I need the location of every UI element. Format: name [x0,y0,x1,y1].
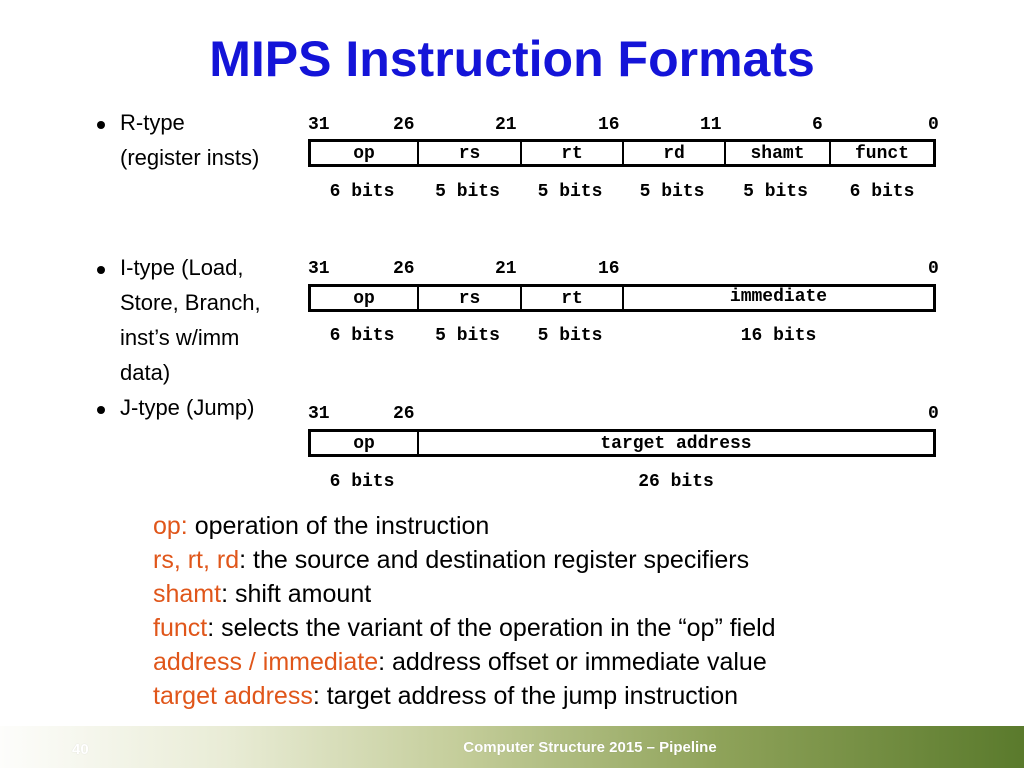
definition-text: : selects the variant of the operation in the “op” field [207,614,776,642]
field-immediate: immediate [729,287,828,307]
page-number: 40 [72,741,89,758]
field-rs: rs [419,142,522,164]
jtype-desc-line: J-type (Jump) [120,395,255,420]
bit-number: 0 [928,259,939,279]
field-rt: rt [522,142,624,164]
definition-line [153,509,776,543]
bit-number: 31 [308,404,330,424]
itype-desc-line: I-type (Load, [120,255,244,280]
rtype-format-box [308,139,936,167]
slide-title: MIPS Instruction Formats [209,31,815,87]
field-size: 5 bits [639,182,705,202]
bit-number: 0 [928,115,939,135]
definition-term: address / immediate [153,648,379,676]
field-size: 6 bits [329,182,395,202]
field-rt: rt [522,287,624,309]
footer-title: Computer Structure 2015 – Pipeline [463,739,717,756]
rtype-desc-line: R-type [120,110,185,135]
definition-text: : target address of the jump instruction [312,682,739,710]
bit-number: 0 [928,404,939,424]
definition-term: shamt [153,580,222,608]
definition-text: : shift amount [221,580,372,608]
field-size: 5 bits [435,182,500,202]
bit-number: 16 [598,259,620,279]
jtype-field-sizes [308,472,936,492]
bit-number: 6 [812,115,823,135]
definition-term: rs, rt, rd [153,546,240,574]
definition-text: : address offset or immediate value [378,648,767,676]
field-size: 26 bits [638,472,714,492]
definition-line [153,679,776,713]
definition-line [153,645,776,679]
itype-format-box [308,284,936,312]
definition-line [153,577,776,611]
definition-text: : the source and destination register specifiers [239,546,750,574]
field-rs: rs [419,287,522,309]
bullet-dot [97,406,105,414]
field-rd: rd [624,142,726,164]
bullet-dot [97,121,105,129]
itype-desc-line: inst’s w/imm [120,325,240,350]
bit-number: 26 [393,259,415,279]
field-size: 6 bits [849,182,915,202]
bit-number: 31 [308,259,330,279]
field-target-address: target address [600,434,752,454]
rtype-field-sizes [308,182,936,202]
field-size: 5 bits [537,326,603,346]
definition-text: operation of the instruction [187,512,490,540]
itype-desc-line: Store, Branch, [120,290,261,315]
bit-number: 21 [495,115,517,135]
field-size: 5 bits [743,182,808,202]
itype-desc-line: data) [120,360,171,385]
jtype-format-box [308,429,936,457]
field-op: op [311,287,419,309]
field-shamt: shamt [726,142,831,164]
field-size: 6 bits [329,472,395,492]
field-definitions [153,509,776,713]
field-size: 16 bits [740,326,817,346]
bit-number: 26 [393,115,415,135]
bullet-dot [97,266,105,274]
field-funct: funct [854,144,909,164]
field-op: op [311,432,419,454]
definition-line [153,543,776,577]
definition-term: op: [153,512,188,540]
rtype-desc-line: (register insts) [120,145,260,170]
definition-term: target address [153,682,313,710]
bit-number: 16 [598,115,620,135]
field-size: 6 bits [329,326,395,346]
bit-number: 21 [495,259,517,279]
bit-number: 26 [393,404,415,424]
itype-field-sizes [308,326,936,346]
definition-term: funct [153,614,208,642]
bit-number: 11 [700,115,722,135]
field-op: op [311,142,419,164]
bit-number: 31 [308,115,330,135]
field-size: 5 bits [537,182,603,202]
definition-line [153,611,776,645]
field-size: 5 bits [435,326,500,346]
